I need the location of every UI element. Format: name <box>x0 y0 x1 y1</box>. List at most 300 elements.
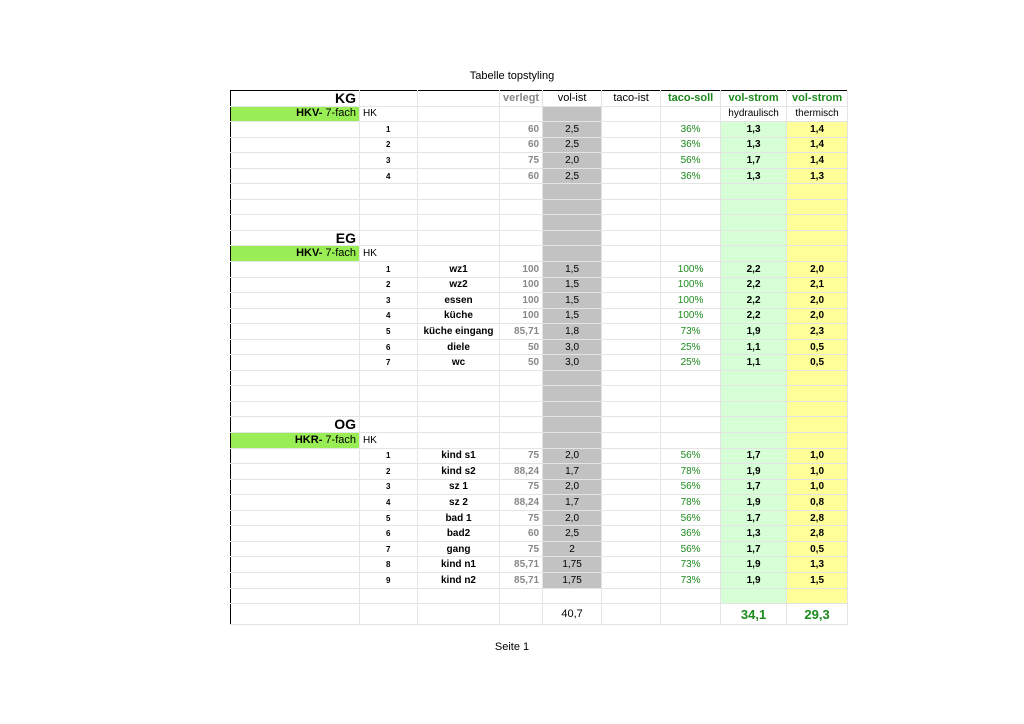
circuit-row <box>231 293 848 309</box>
cell-tacosoll: 73% <box>661 572 721 588</box>
blank-row <box>231 370 848 386</box>
cell-verlegt <box>500 386 543 402</box>
cell-therm: 0,5 <box>787 541 848 557</box>
cell-therm <box>787 370 848 386</box>
cell-verlegt <box>500 106 543 122</box>
cell-verlegt <box>500 417 543 433</box>
cell-hyd: hydraulisch <box>721 106 787 122</box>
cell-name <box>418 246 500 262</box>
cell-hk: 7 <box>360 355 418 371</box>
cell-label <box>231 106 360 122</box>
cell-name: sz 2 <box>418 495 500 511</box>
cell-tacosoll <box>661 184 721 200</box>
cell-name <box>418 230 500 246</box>
cell-taco <box>602 184 661 200</box>
cell-volist: 2,5 <box>543 168 602 184</box>
cell-hk: 2 <box>360 137 418 153</box>
cell-name: essen <box>418 293 500 309</box>
cell-taco <box>602 199 661 215</box>
cell-hyd: 1,7 <box>721 510 787 526</box>
cell-volist: 2,5 <box>543 526 602 542</box>
cell-label <box>231 464 360 480</box>
circuit-row <box>231 541 848 557</box>
cell-label <box>231 604 360 625</box>
cell-taco <box>602 215 661 231</box>
cell-taco <box>602 526 661 542</box>
cell-therm: 1,3 <box>787 168 848 184</box>
cell-verlegt <box>500 433 543 449</box>
cell-tacosoll: 36% <box>661 168 721 184</box>
cell-therm: 2,0 <box>787 262 848 278</box>
cell-hyd <box>721 184 787 200</box>
manifold-type: HKV- <box>296 247 323 260</box>
cell-hyd <box>721 246 787 262</box>
cell-hyd <box>721 417 787 433</box>
cell-volist <box>543 199 602 215</box>
cell-label <box>231 293 360 309</box>
cell-taco <box>602 324 661 340</box>
cell-tacosoll <box>661 604 721 625</box>
circuit-row <box>231 277 848 293</box>
cell-taco <box>602 588 661 604</box>
cell-volist: 1,75 <box>543 572 602 588</box>
cell-therm: 2,8 <box>787 510 848 526</box>
cell-tacosoll: 100% <box>661 262 721 278</box>
circuit-row <box>231 122 848 138</box>
cell-label <box>231 526 360 542</box>
cell-volist: 2,0 <box>543 510 602 526</box>
cell-verlegt: 88,24 <box>500 464 543 480</box>
cell-tacosoll <box>661 386 721 402</box>
circuit-row <box>231 355 848 371</box>
cell-taco <box>602 572 661 588</box>
cell-volist: 1,5 <box>543 293 602 309</box>
cell-name <box>418 137 500 153</box>
cell-label <box>231 153 360 169</box>
cell-therm: 2,0 <box>787 308 848 324</box>
cell-therm: 2,3 <box>787 324 848 340</box>
cell-tacosoll: 100% <box>661 277 721 293</box>
cell-label <box>231 510 360 526</box>
cell-label: EG <box>231 230 360 246</box>
cell-hyd: 2,2 <box>721 262 787 278</box>
cell-label <box>231 495 360 511</box>
cell-volist <box>543 417 602 433</box>
cell-volist: 2 <box>543 541 602 557</box>
cell-volist: 1,7 <box>543 495 602 511</box>
cell-hk <box>360 401 418 417</box>
cell-hyd: 2,2 <box>721 293 787 309</box>
circuit-row <box>231 308 848 324</box>
cell-hyd: 1,7 <box>721 479 787 495</box>
cell-verlegt <box>500 215 543 231</box>
cell-label <box>231 137 360 153</box>
blank-row <box>231 401 848 417</box>
manifold-size: 7-fach <box>322 247 356 260</box>
cell-name: küche <box>418 308 500 324</box>
cell-taco: taco-ist <box>602 91 661 107</box>
cell-hk <box>360 417 418 433</box>
cell-taco <box>602 293 661 309</box>
circuit-row <box>231 572 848 588</box>
totals-row <box>231 604 848 625</box>
cell-taco <box>602 153 661 169</box>
cell-tacosoll: 56% <box>661 479 721 495</box>
cell-label <box>231 262 360 278</box>
cell-taco <box>602 339 661 355</box>
cell-verlegt <box>500 401 543 417</box>
circuit-row <box>231 510 848 526</box>
cell-tacosoll: 73% <box>661 324 721 340</box>
cell-hk: HK <box>360 106 418 122</box>
cell-label <box>231 339 360 355</box>
cell-tacosoll: 36% <box>661 137 721 153</box>
cell-label <box>231 215 360 231</box>
cell-hk <box>360 370 418 386</box>
cell-label <box>231 308 360 324</box>
cell-verlegt: 75 <box>500 510 543 526</box>
cell-therm: 1,4 <box>787 153 848 169</box>
cell-verlegt <box>500 184 543 200</box>
cell-hyd <box>721 199 787 215</box>
circuit-row <box>231 464 848 480</box>
circuit-row <box>231 557 848 573</box>
cell-tacosoll <box>661 433 721 449</box>
cell-name <box>418 122 500 138</box>
cell-hk: 5 <box>360 510 418 526</box>
blank-row <box>231 386 848 402</box>
cell-hyd: 34,1 <box>721 604 787 625</box>
cell-therm <box>787 401 848 417</box>
cell-therm: 1,0 <box>787 448 848 464</box>
cell-label <box>231 277 360 293</box>
cell-taco <box>602 106 661 122</box>
cell-volist <box>543 386 602 402</box>
cell-name: kind s1 <box>418 448 500 464</box>
cell-hyd: 1,9 <box>721 557 787 573</box>
cell-hk: 3 <box>360 153 418 169</box>
manifold-size: 7-fach <box>322 433 356 446</box>
cell-verlegt: 60 <box>500 137 543 153</box>
cell-hyd <box>721 386 787 402</box>
cell-volist <box>543 433 602 449</box>
blank-row <box>231 184 848 200</box>
cell-taco <box>602 230 661 246</box>
circuit-row <box>231 339 848 355</box>
cell-therm <box>787 199 848 215</box>
cell-hk <box>360 91 418 107</box>
cell-tacosoll: 56% <box>661 448 721 464</box>
cell-verlegt: 50 <box>500 355 543 371</box>
circuit-row <box>231 448 848 464</box>
blank-row <box>231 588 848 604</box>
cell-verlegt: verlegt <box>500 91 543 107</box>
manifold-row <box>231 246 848 262</box>
cell-tacosoll: 78% <box>661 495 721 511</box>
section-header-row <box>231 417 848 433</box>
cell-tacosoll: 36% <box>661 526 721 542</box>
cell-name: wc <box>418 355 500 371</box>
cell-name <box>418 184 500 200</box>
cell-name: bad2 <box>418 526 500 542</box>
spreadsheet-table <box>230 90 848 625</box>
cell-name <box>418 168 500 184</box>
cell-verlegt: 85,71 <box>500 324 543 340</box>
cell-taco <box>602 448 661 464</box>
cell-taco <box>602 510 661 526</box>
cell-label <box>231 541 360 557</box>
cell-verlegt: 85,71 <box>500 557 543 573</box>
cell-name <box>418 417 500 433</box>
cell-tacosoll <box>661 370 721 386</box>
cell-taco <box>602 262 661 278</box>
cell-tacosoll: 56% <box>661 153 721 169</box>
cell-therm: 0,5 <box>787 355 848 371</box>
cell-verlegt: 75 <box>500 479 543 495</box>
cell-volist: 40,7 <box>543 604 602 625</box>
cell-name <box>418 153 500 169</box>
cell-taco <box>602 541 661 557</box>
cell-taco <box>602 401 661 417</box>
cell-label <box>231 588 360 604</box>
cell-volist: 2,5 <box>543 122 602 138</box>
cell-therm: 0,8 <box>787 495 848 511</box>
cell-volist <box>543 215 602 231</box>
cell-verlegt: 60 <box>500 168 543 184</box>
cell-verlegt: 88,24 <box>500 495 543 511</box>
cell-hyd: vol-strom <box>721 91 787 107</box>
header-row <box>231 91 848 107</box>
cell-name: kind n2 <box>418 572 500 588</box>
cell-name <box>418 604 500 625</box>
cell-verlegt <box>500 199 543 215</box>
cell-taco <box>602 308 661 324</box>
cell-tacosoll <box>661 199 721 215</box>
cell-volist: 2,5 <box>543 137 602 153</box>
cell-verlegt <box>500 246 543 262</box>
cell-taco <box>602 370 661 386</box>
cell-hk: 4 <box>360 168 418 184</box>
cell-hk: 9 <box>360 572 418 588</box>
cell-taco <box>602 557 661 573</box>
cell-label <box>231 199 360 215</box>
cell-hyd: 1,9 <box>721 324 787 340</box>
cell-hk: 1 <box>360 448 418 464</box>
cell-name <box>418 106 500 122</box>
cell-therm <box>787 588 848 604</box>
manifold-row <box>231 433 848 449</box>
circuit-row <box>231 526 848 542</box>
cell-therm: 1,3 <box>787 557 848 573</box>
cell-hyd: 1,7 <box>721 541 787 557</box>
cell-name <box>418 370 500 386</box>
cell-therm: thermisch <box>787 106 848 122</box>
cell-therm: 29,3 <box>787 604 848 625</box>
cell-hk: 1 <box>360 262 418 278</box>
cell-hyd <box>721 401 787 417</box>
cell-hk: 8 <box>360 557 418 573</box>
cell-therm: 2,8 <box>787 526 848 542</box>
cell-volist <box>543 230 602 246</box>
manifold-row <box>231 106 848 122</box>
cell-label <box>231 572 360 588</box>
cell-verlegt <box>500 230 543 246</box>
cell-name: gang <box>418 541 500 557</box>
cell-taco <box>602 479 661 495</box>
cell-label <box>231 355 360 371</box>
cell-therm <box>787 215 848 231</box>
cell-tacosoll <box>661 215 721 231</box>
cell-verlegt: 100 <box>500 277 543 293</box>
cell-verlegt: 50 <box>500 339 543 355</box>
cell-hk: HK <box>360 246 418 262</box>
cell-volist <box>543 106 602 122</box>
cell-label <box>231 433 360 449</box>
cell-hk: 4 <box>360 495 418 511</box>
cell-therm <box>787 184 848 200</box>
cell-volist: 1,75 <box>543 557 602 573</box>
cell-verlegt: 60 <box>500 526 543 542</box>
cell-name: küche eingang <box>418 324 500 340</box>
cell-therm: 1,0 <box>787 479 848 495</box>
cell-hk <box>360 588 418 604</box>
section-header-row <box>231 230 848 246</box>
cell-volist: 2,0 <box>543 479 602 495</box>
cell-name <box>418 386 500 402</box>
cell-verlegt: 100 <box>500 262 543 278</box>
cell-volist: vol-ist <box>543 91 602 107</box>
cell-taco <box>602 386 661 402</box>
cell-verlegt: 75 <box>500 448 543 464</box>
cell-hk: 4 <box>360 308 418 324</box>
cell-tacosoll <box>661 588 721 604</box>
manifold-size: 7-fach <box>322 107 356 120</box>
cell-name: kind n1 <box>418 557 500 573</box>
cell-hyd: 1,9 <box>721 495 787 511</box>
cell-hyd <box>721 370 787 386</box>
cell-hyd <box>721 230 787 246</box>
cell-tacosoll <box>661 417 721 433</box>
cell-therm: vol-strom <box>787 91 848 107</box>
cell-therm: 0,5 <box>787 339 848 355</box>
cell-tacosoll: 36% <box>661 122 721 138</box>
cell-label <box>231 246 360 262</box>
cell-hk: HK <box>360 433 418 449</box>
cell-volist <box>543 588 602 604</box>
circuit-row <box>231 153 848 169</box>
circuit-row <box>231 324 848 340</box>
cell-tacosoll: 25% <box>661 355 721 371</box>
cell-taco <box>602 168 661 184</box>
cell-volist: 1,5 <box>543 308 602 324</box>
cell-tacosoll: 25% <box>661 339 721 355</box>
cell-therm: 1,4 <box>787 122 848 138</box>
cell-tacosoll <box>661 246 721 262</box>
cell-therm: 1,0 <box>787 464 848 480</box>
cell-hk: 5 <box>360 324 418 340</box>
cell-hk <box>360 199 418 215</box>
spreadsheet-body <box>231 91 848 625</box>
cell-hk <box>360 386 418 402</box>
cell-hyd: 2,2 <box>721 308 787 324</box>
cell-hk <box>360 604 418 625</box>
cell-hyd: 1,3 <box>721 526 787 542</box>
cell-volist: 3,0 <box>543 355 602 371</box>
cell-label <box>231 557 360 573</box>
page-footer: Seite 1 <box>494 641 530 653</box>
cell-taco <box>602 246 661 262</box>
manifold-type: HKV- <box>296 107 323 120</box>
cell-taco <box>602 464 661 480</box>
cell-tacosoll: 100% <box>661 308 721 324</box>
cell-verlegt: 75 <box>500 153 543 169</box>
cell-tacosoll: 100% <box>661 293 721 309</box>
cell-hk: 2 <box>360 277 418 293</box>
cell-hyd <box>721 215 787 231</box>
cell-name <box>418 199 500 215</box>
cell-verlegt <box>500 604 543 625</box>
cell-taco <box>602 433 661 449</box>
cell-taco <box>602 122 661 138</box>
cell-hyd <box>721 588 787 604</box>
cell-hk: 3 <box>360 479 418 495</box>
cell-volist: 1,7 <box>543 464 602 480</box>
cell-tacosoll <box>661 230 721 246</box>
cell-name <box>418 215 500 231</box>
cell-tacosoll: 78% <box>661 464 721 480</box>
cell-name: diele <box>418 339 500 355</box>
cell-name <box>418 91 500 107</box>
page-title: Tabelle topstyling <box>469 70 555 82</box>
blank-row <box>231 199 848 215</box>
cell-hyd <box>721 433 787 449</box>
blank-row <box>231 215 848 231</box>
cell-hk <box>360 215 418 231</box>
cell-taco <box>602 604 661 625</box>
cell-verlegt: 100 <box>500 308 543 324</box>
cell-volist <box>543 370 602 386</box>
cell-label <box>231 448 360 464</box>
cell-label: OG <box>231 417 360 433</box>
cell-name: kind s2 <box>418 464 500 480</box>
cell-taco <box>602 495 661 511</box>
cell-taco <box>602 277 661 293</box>
cell-hyd: 1,1 <box>721 339 787 355</box>
cell-tacosoll: taco-soll <box>661 91 721 107</box>
cell-label <box>231 168 360 184</box>
cell-hk <box>360 184 418 200</box>
cell-therm <box>787 433 848 449</box>
cell-therm: 1,4 <box>787 137 848 153</box>
cell-hyd: 1,3 <box>721 122 787 138</box>
cell-volist: 2,0 <box>543 153 602 169</box>
cell-hyd: 1,3 <box>721 168 787 184</box>
cell-therm <box>787 386 848 402</box>
cell-therm: 2,1 <box>787 277 848 293</box>
cell-hk: 1 <box>360 122 418 138</box>
cell-hyd: 1,9 <box>721 572 787 588</box>
cell-tacosoll: 56% <box>661 510 721 526</box>
cell-therm: 2,0 <box>787 293 848 309</box>
cell-therm: 1,5 <box>787 572 848 588</box>
cell-name: sz 1 <box>418 479 500 495</box>
cell-volist <box>543 184 602 200</box>
cell-volist: 1,5 <box>543 262 602 278</box>
cell-hk: 7 <box>360 541 418 557</box>
cell-label <box>231 401 360 417</box>
circuit-row <box>231 168 848 184</box>
cell-name: bad 1 <box>418 510 500 526</box>
